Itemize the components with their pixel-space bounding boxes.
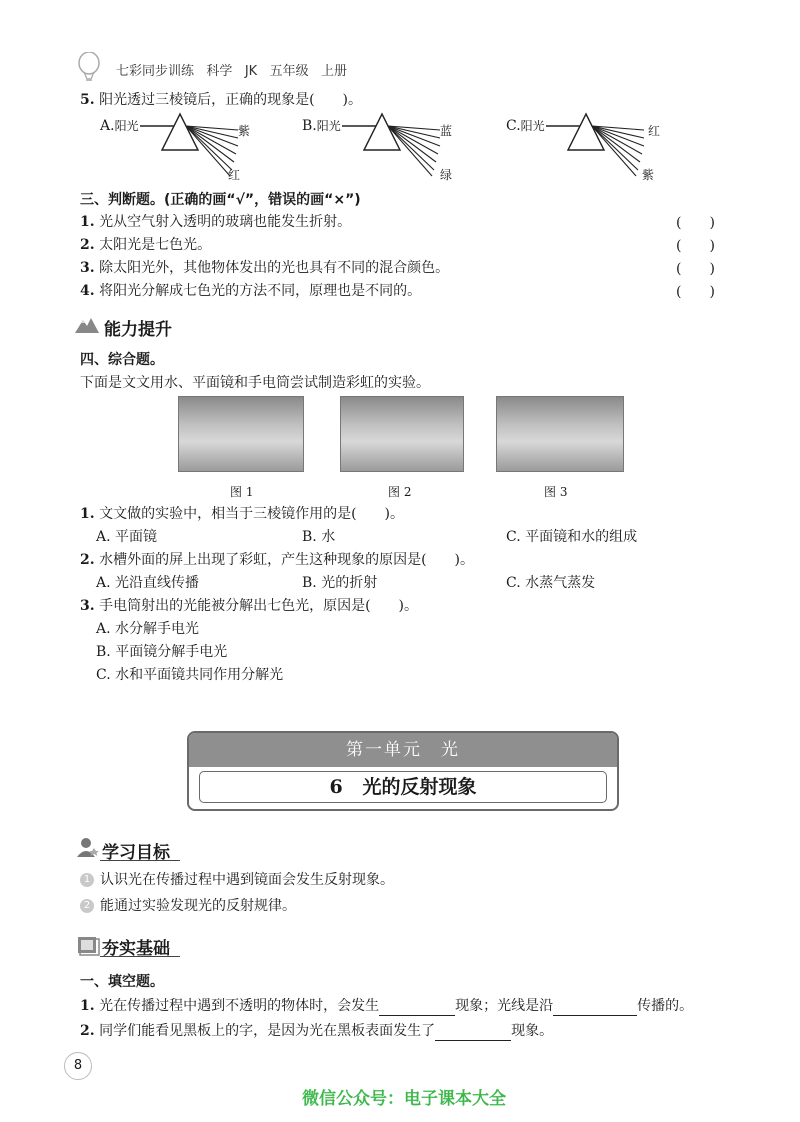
fill-q1-blank-1[interactable] bbox=[379, 1001, 455, 1016]
header-grade: 五年级 bbox=[269, 64, 309, 79]
judge-item-4: 4. 将阳光分解成七色光的方法不同，原理也是不同的。 bbox=[80, 283, 422, 299]
comp-q1-option-c[interactable]: C. 平面镜和水的组成 bbox=[506, 529, 638, 545]
fill-q2-blank-1[interactable] bbox=[435, 1026, 511, 1041]
option-c-top-color: 红 bbox=[648, 124, 661, 138]
page-number-badge bbox=[64, 1052, 92, 1080]
lesson-number: 6 bbox=[329, 776, 343, 798]
goals-person-icon bbox=[74, 836, 100, 862]
mountain-icon bbox=[74, 314, 100, 338]
option-a-top-color: 紫 bbox=[238, 124, 251, 138]
q5-option-b: B.阳光 蓝 绿 bbox=[302, 112, 492, 184]
judge-answer-3[interactable]: ( ) bbox=[676, 261, 715, 277]
header-subject: 科学 bbox=[206, 64, 233, 79]
lesson-title: 光的反射现象 bbox=[362, 776, 477, 798]
option-b-top-color: 蓝 bbox=[440, 124, 453, 138]
comp-q1-option-b[interactable]: B. 水 bbox=[302, 529, 336, 545]
option-a-bottom-color: 红 bbox=[228, 168, 241, 182]
lesson-heading bbox=[199, 771, 607, 803]
unit-label: 第一单元 光 bbox=[189, 733, 617, 767]
experiment-photo-2 bbox=[340, 396, 464, 472]
q5-stem: 5. 阳光透过三棱镜后，正确的现象是( )。 bbox=[80, 92, 363, 108]
prism-diagram-b bbox=[342, 112, 452, 184]
unit-banner bbox=[187, 731, 619, 811]
comp-q3-option-b[interactable]: B. 平面镜分解手电光 bbox=[96, 644, 228, 660]
goal-item-2: 2 能通过实验发现光的反射规律。 bbox=[80, 896, 296, 916]
q5-option-a: A.阳光 紫 红 bbox=[100, 112, 290, 184]
goals-underline bbox=[100, 860, 180, 861]
prism-diagram-c bbox=[546, 112, 656, 184]
experiment-photo-3 bbox=[496, 396, 624, 472]
basics-underline bbox=[100, 956, 180, 957]
option-b-bottom-color: 绿 bbox=[440, 168, 453, 182]
figure-caption-3: 图 3 bbox=[544, 485, 568, 499]
basics-book-icon bbox=[76, 934, 100, 960]
fill-title: 一、填空题。 bbox=[80, 974, 164, 990]
comp-q3-stem: 3. 手电筒射出的光能被分解出七色光，原因是( )。 bbox=[80, 598, 419, 614]
figure-caption-1: 图 1 bbox=[230, 485, 254, 499]
header-series: 七彩同步训练 bbox=[116, 64, 195, 79]
page-number: 8 bbox=[73, 1058, 83, 1073]
comp-intro: 下面是文文用水、平面镜和手电筒尝试制造彩虹的实验。 bbox=[80, 375, 430, 391]
judge-item-1: 1. 光从空气射入透明的玻璃也能发生折射。 bbox=[80, 214, 352, 230]
fill-q2: 2. 同学们能看见黑板上的字，是因为光在黑板表面发生了 现象。 bbox=[80, 1023, 554, 1039]
comp-q3-option-c[interactable]: C. 水和平面镜共同作用分解光 bbox=[96, 667, 284, 683]
option-c-bottom-color: 紫 bbox=[642, 168, 655, 182]
judge-item-3: 3. 除太阳光外，其他物体发出的光也具有不同的混合颜色。 bbox=[80, 260, 450, 276]
fill-q1: 1. 光在传播过程中遇到不透明的物体时，会发生 现象；光线是沿 传播的。 bbox=[80, 998, 694, 1014]
q5-option-c: C.阳光 红 紫 bbox=[506, 112, 696, 184]
header-bar bbox=[116, 60, 347, 79]
judge-item-2: 2. 太阳光是七色光。 bbox=[80, 237, 212, 253]
comp-title: 四、综合题。 bbox=[80, 352, 164, 368]
judge-answer-4[interactable]: ( ) bbox=[676, 284, 715, 300]
comp-q2-option-a[interactable]: A. 光沿直线传播 bbox=[96, 575, 200, 591]
judge-answer-1[interactable]: ( ) bbox=[676, 215, 715, 231]
header-volume: 上册 bbox=[321, 64, 348, 79]
header-balloon-icon bbox=[76, 52, 102, 86]
basics-section-title: 夯实基础 bbox=[102, 939, 170, 959]
goals-section-title: 学习目标 bbox=[102, 843, 170, 863]
comp-q3-option-a[interactable]: A. 水分解手电光 bbox=[96, 621, 200, 637]
judge-title: 三、判断题。(正确的画“√”，错误的画“×”) bbox=[80, 192, 361, 208]
goal-item-1: 1 认识光在传播过程中遇到镜面会发生反射现象。 bbox=[80, 870, 394, 890]
comp-q2-option-b[interactable]: B. 光的折射 bbox=[302, 575, 378, 591]
experiment-photo-1 bbox=[178, 396, 304, 472]
figure-caption-2: 图 2 bbox=[388, 485, 412, 499]
comp-q1-option-a[interactable]: A. 平面镜 bbox=[96, 529, 158, 545]
footer-wechat-text: 微信公众号：电子课本大全 bbox=[302, 1089, 506, 1109]
ability-section-title: 能力提升 bbox=[104, 320, 172, 340]
comp-q1-stem: 1. 文文做的实验中，相当于三棱镜作用的是( )。 bbox=[80, 506, 405, 522]
judge-answer-2[interactable]: ( ) bbox=[676, 238, 715, 254]
header-edition: JK bbox=[244, 64, 258, 79]
comp-q2-option-c[interactable]: C. 水蒸气蒸发 bbox=[506, 575, 596, 591]
fill-q1-blank-2[interactable] bbox=[553, 1001, 637, 1016]
comp-q2-stem: 2. 水槽外面的屏上出现了彩虹，产生这种现象的原因是( )。 bbox=[80, 552, 475, 568]
